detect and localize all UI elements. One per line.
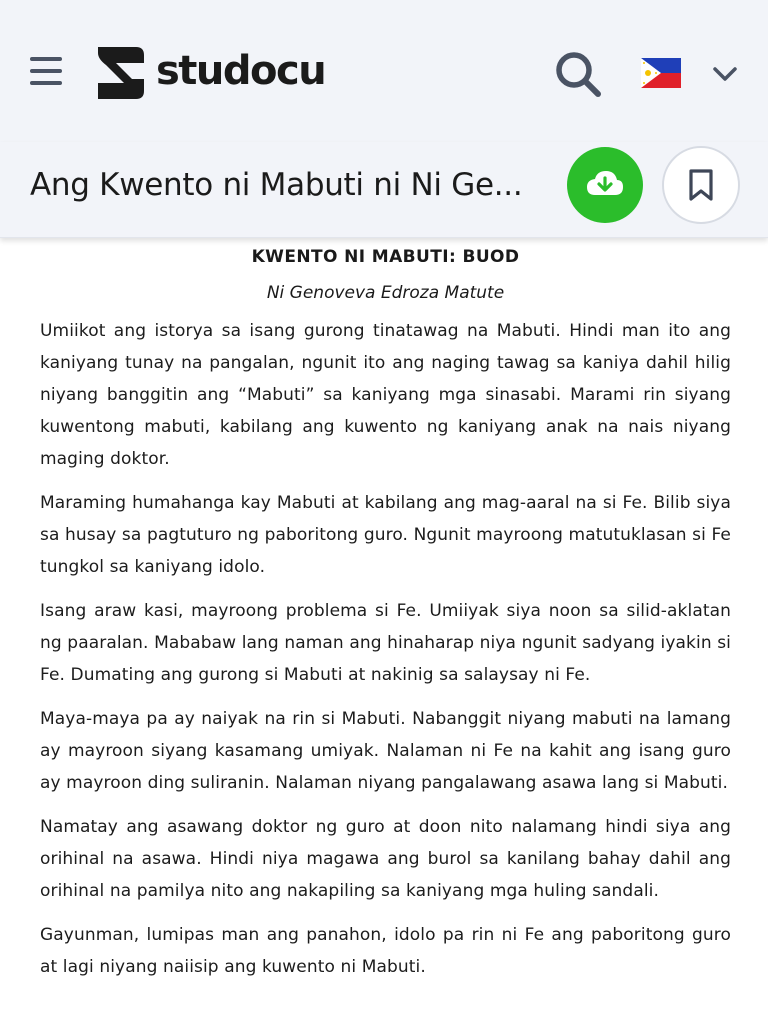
chevron-down-icon[interactable] [710,60,740,88]
paragraph: Isang araw kasi, mayroong problema si Fe. Umiiyak siya noon sa silid-aklatan ng paaralan. Mababaw lang naman ang hinaharap niya ngunit sadyang iyakin si Fe. Dumating ang gurong si Mabuti at nakinig sa salaysay ni Fe. [40,601,731,685]
document-heading: KWENTO NI MABUTI: BUOD [251,247,520,267]
document-toolbar [0,142,768,238]
paragraph: Umiikot ang istorya sa isang gurong tinatawag na Mabuti. Hindi man ito ang kaniyang tunay na pangalan, ngunit ito ang naging tawag sa kaniya dahil hilig niyang banggitin ang “Mabuti” sa kaniyang mga sinasabi. Marami rin siyang kuwentong mabuti, kabilang ang kuwento ng kaniyang anak na nais niyang maging doktor. [40,321,731,469]
bookmark-button[interactable] [662,146,740,224]
document-author: Ni Genoveva Edroza Matute [266,283,505,303]
top-navigation-bar [0,0,768,142]
studocu-logo-mark-icon [92,43,150,103]
studocu-logo[interactable] [92,42,325,104]
paragraph: Maraming humahanga kay Mabuti at kabilang ang mag-aaral na si Fe. Bilib siya sa husay sa pagtuturo ng paboritong guro. Ngunit mayroong matutuklasan si Fe tungkol sa kaniyang idolo. [40,493,731,577]
bookmark-icon [688,169,714,201]
download-button[interactable] [567,147,643,223]
paragraph: Gayunman, lumipas man ang panahon, idolo pa rin ni Fe ang paboritong guro at lagi niyang naiisip ang kuwento ni Mabuti. [40,925,731,977]
search-icon[interactable] [552,48,604,100]
paragraph: Maya-maya pa ay naiyak na rin si Mabuti. Nabanggit niyang mabuti na lamang ay mayroon siyang kasamang umiyak. Nalaman ni Fe na kahit ang isang guro ay mayroon ding suliranin. Nalaman niyang pangalawang asawa lang si Mabuti. [40,709,731,793]
brand-name: studocu [156,48,326,94]
document-title: Ang Kwento ni Mabuti ni Ni Ge... [30,167,523,203]
hamburger-menu-icon[interactable] [28,55,64,91]
document-body [40,240,731,983]
paragraph: Namatay ang asawang doktor ng guro at doon nito nalamang hindi siya ang orihinal na asawa. Hindi niya magawa ang burol sa kanilang bahay dahil ang orihinal na pamilya nito ang nakapiling sa kaniyang mga huling sandali. [40,817,731,901]
philippines-flag-icon[interactable] [641,58,681,88]
cloud-download-icon [585,169,625,201]
